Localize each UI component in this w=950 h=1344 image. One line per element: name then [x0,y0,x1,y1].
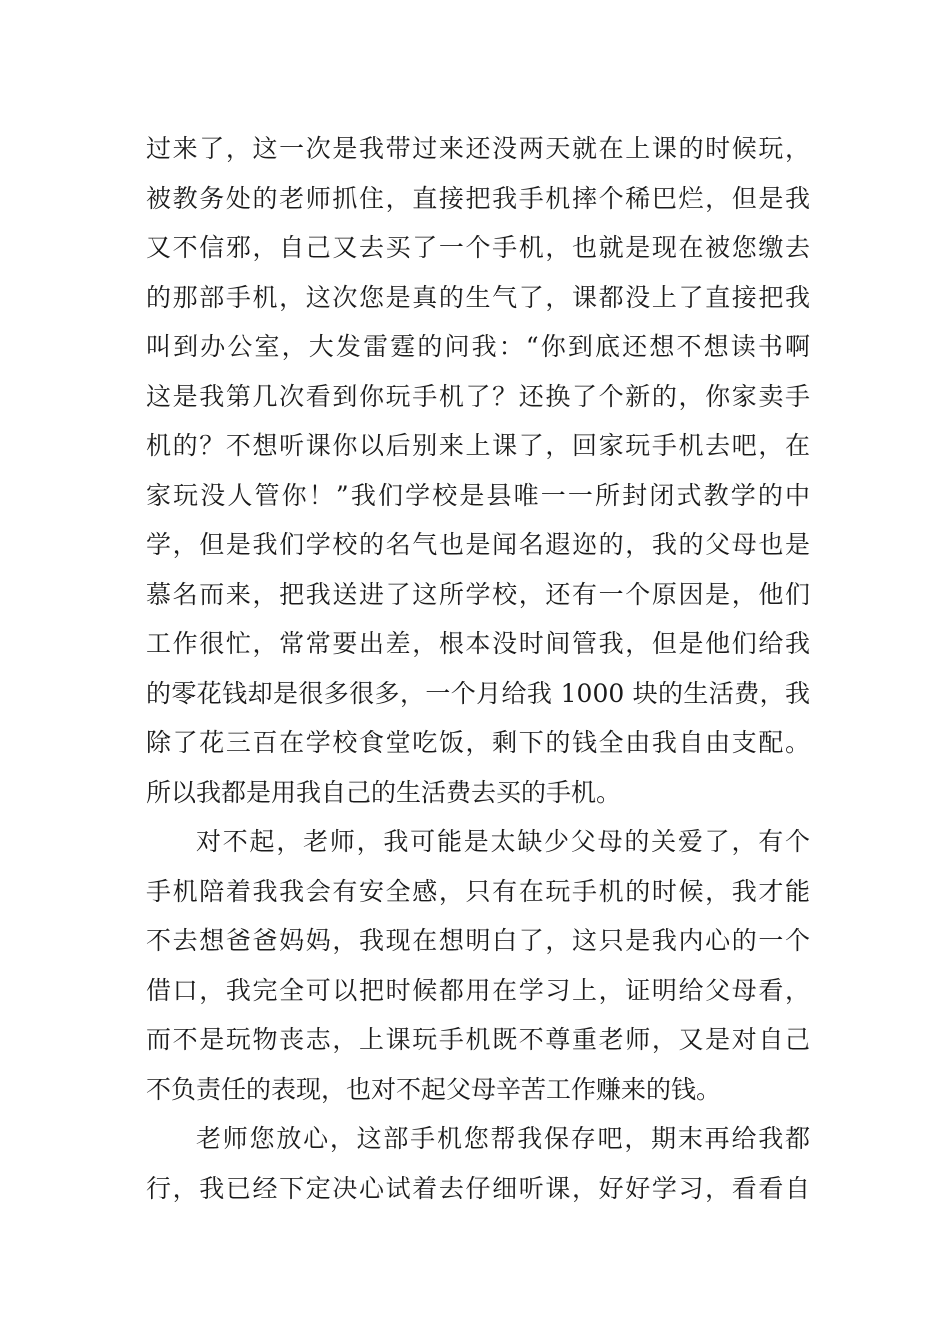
text-line: 这是我第几次看到你玩手机了？还换了个新的，你家卖手 [146,381,810,411]
text-line: 老师您放心，这部手机您帮我保存吧，期末再给我都 [196,1124,810,1153]
text-line: 不负责任的表现，也对不起父母辛苦工作赚来的钱。 [146,1074,722,1104]
text-line: 除了花三百在学校食堂吃饭，剩下的钱全由我自由支配。 [146,728,810,757]
text-line: 家玩没人管你！”我们学校是县唯一一所封闭式教学的中 [146,480,810,510]
text-line: 慕名而来，把我送进了这所学校，还有一个原因是，他们 [146,579,810,609]
text-line: 学，但是我们学校的名气也是闻名遐迩的，我的父母也是 [146,530,810,559]
paragraph-3 [146,1114,810,1213]
text-line: 过来了，这一次是我带过来还没两天就在上课的时候玩， [146,134,810,163]
document-body [146,124,810,1213]
paragraph-2 [146,817,810,1114]
text-line: 不去想爸爸妈妈，我现在想明白了，这只是我内心的一个 [146,926,810,955]
text-line: 叫到办公室，大发雷霆的问我：“你到底还想不想读书啊 [146,332,810,361]
text-line: 借口，我完全可以把时候都用在学习上，证明给父母看， [146,975,810,1005]
text-line: 机的？不想听课你以后别来上课了，回家玩手机去吧，在 [146,431,810,460]
text-line: 手机陪着我我会有安全感，只有在玩手机的时候，我才能 [146,876,810,906]
text-line: 而不是玩物丧志，上课玩手机既不尊重老师，又是对自己 [146,1025,810,1054]
paragraph-1 [146,124,810,817]
text-line: 工作很忙，常常要出差，根本没时间管我，但是他们给我 [146,629,810,658]
text-line: 的零花钱却是很多很多，一个月给我 1000 块的生活费，我 [146,678,810,708]
text-line: 被教务处的老师抓住，直接把我手机摔个稀巴烂，但是我 [146,183,810,213]
text-line: 又不信邪，自己又去买了一个手机，也就是现在被您缴去 [146,233,810,262]
text-line: 行，我已经下定决心试着去仔细听课，好好学习，看看自 [146,1173,810,1203]
text-line: 对不起，老师，我可能是太缺少父母的关爱了，有个 [196,827,810,856]
text-line: 的那部手机，这次您是真的生气了，课都没上了直接把我 [146,282,810,312]
text-line: 所以我都是用我自己的生活费去买的手机。 [146,777,622,807]
